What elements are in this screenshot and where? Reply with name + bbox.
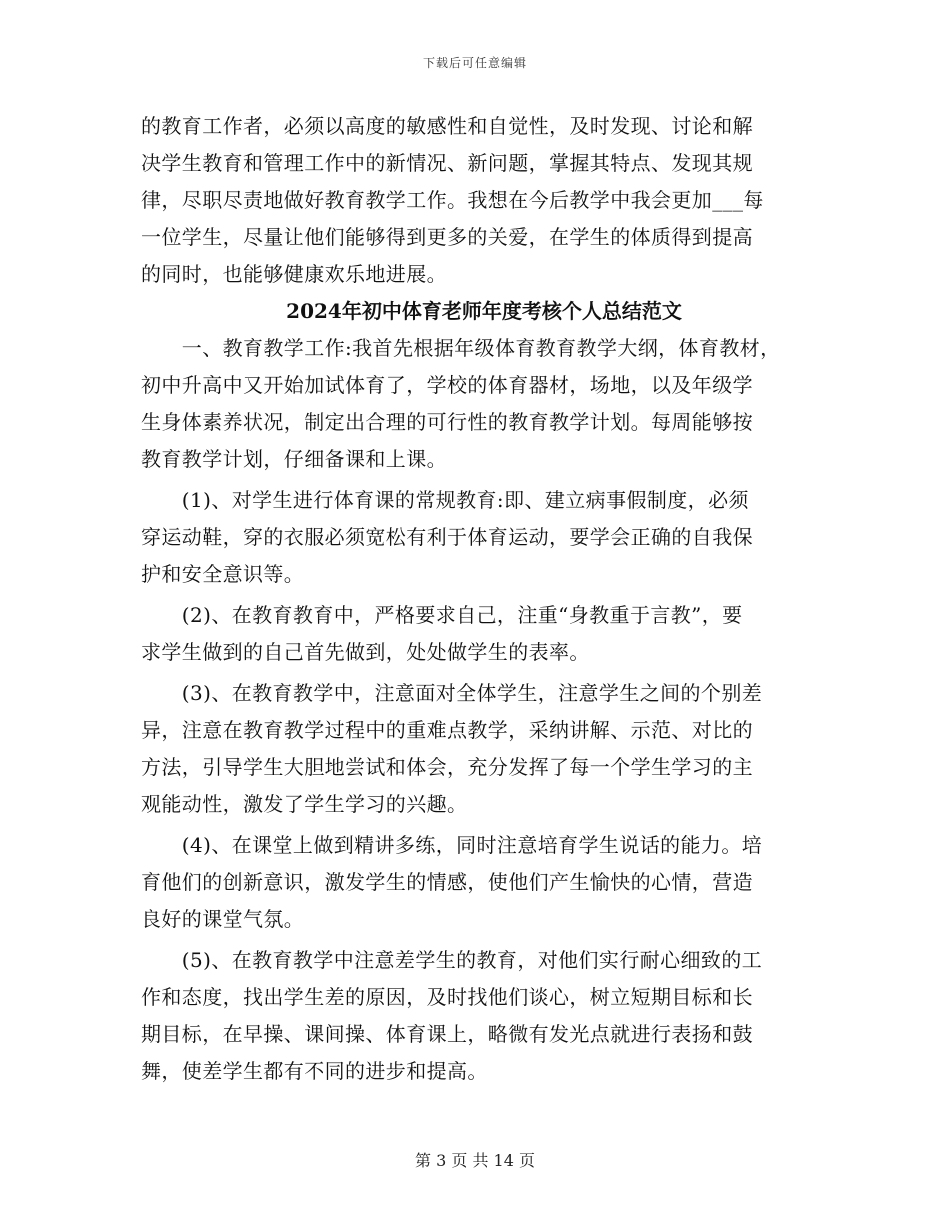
text-line: 的同时，也能够健康欢乐地进展。: [141, 262, 447, 286]
text-line: 护和安全意识等。: [141, 562, 305, 586]
text-line: 生身体素养状况，制定出合理的可行性的教育教学计划。每周能够按: [141, 410, 753, 434]
text-line: 律，尽职尽责地做好教育教学工作。我想在今后教学中我会更加___每: [141, 188, 764, 212]
text-line: 一位学生，尽量让他们能够得到更多的关爱，在学生的体质得到提高: [141, 225, 753, 249]
text-line: 求学生做到的自己首先做到，处处做学生的表率。: [141, 640, 590, 664]
paragraph-item-3: [141, 675, 821, 823]
text-line: 舞，使差学生都有不同的进步和提高。: [141, 1059, 488, 1083]
paragraph-item-1: [141, 482, 821, 593]
text-line: (3)、在教育教学中，注意面对全体学生，注意学生之间的个别差: [141, 681, 763, 705]
paragraph-teaching-work: [141, 330, 821, 478]
text-line: 穿运动鞋，穿的衣服必须宽松有利于体育运动，要学会正确的自我保: [141, 525, 753, 549]
paragraph-item-2: [141, 597, 821, 671]
text-line: 的教育工作者，必须以高度的敏感性和自觉性，及时发现、讨论和解: [141, 114, 753, 138]
text-line: 方法，引导学生大胆地尝试和体会，充分发挥了每一个学生学习的主: [141, 755, 753, 779]
text-line: 期目标，在早操、课间操、体育课上，略微有发光点就进行表扬和鼓: [141, 1022, 753, 1046]
text-line: 决学生教育和管理工作中的新情况、新问题，掌握其特点、发现其规: [141, 151, 753, 175]
text-line: 初中升高中又开始加试体育了，学校的体育器材，场地，以及年级学: [141, 373, 753, 397]
text-line: 教育教学计划，仔细备课和上课。: [141, 447, 447, 471]
text-line: (5)、在教育教学中注意差学生的教育，对他们实行耐心细致的工: [141, 948, 763, 972]
text-line: (2)、在教育教育中，严格要求自己，注重“身教重于言教”，要: [141, 603, 743, 627]
page-header: 下载后可任意编辑: [422, 56, 527, 70]
text-line: 良好的课堂气氛。: [141, 907, 305, 931]
page-number-footer: 第 3 页 共 14 页: [415, 1151, 535, 1170]
text-line: (1)、对学生进行体育课的常规教育:即、建立病事假制度，必须: [141, 488, 749, 512]
intro-paragraph: [141, 108, 821, 293]
text-line: 一、教育教学工作:我首先根据年级体育教育教学大纲，体育教材，: [141, 336, 781, 360]
text-line: 异，注意在教育教学过程中的重难点教学，采纳讲解、示范、对比的: [141, 718, 753, 742]
text-line: 作和态度，找出学生差的原因，及时找他们谈心，树立短期目标和长: [141, 985, 753, 1009]
text-line: 育他们的创新意识，激发学生的情感，使他们产生愉快的心情，营造: [141, 870, 753, 894]
paragraph-item-5: [141, 942, 821, 1090]
text-line: (4)、在课堂上做到精讲多练，同时注意培育学生说话的能力。培: [141, 833, 763, 857]
document-title: 2024年初中体育老师年度考核个人总结范文: [286, 299, 682, 323]
text-line: 观能动性，激发了学生学习的兴趣。: [141, 792, 468, 816]
paragraph-item-4: [141, 827, 821, 938]
document-body: [141, 108, 821, 1090]
